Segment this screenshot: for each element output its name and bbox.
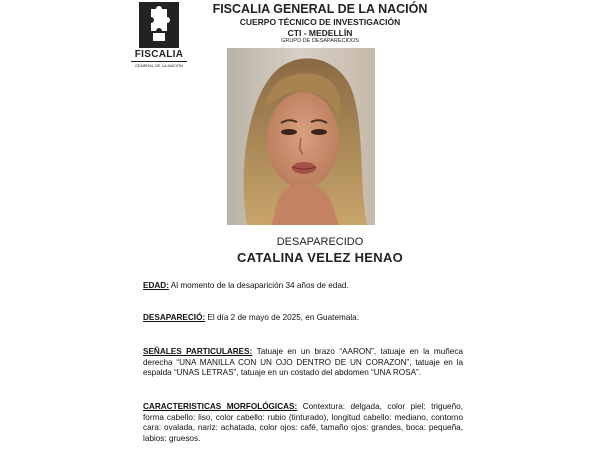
- morphology-paragraph: [143, 402, 463, 444]
- age-label: EDAD:: [143, 281, 169, 290]
- person-photo: [227, 48, 375, 225]
- page-title: FISCALIA GENERAL DE LA NACIÓN: [212, 2, 428, 16]
- age-line: [143, 281, 463, 292]
- disappeared-line: [143, 313, 463, 324]
- age-value: Al momento de la desaparición 34 años de edad.: [168, 281, 349, 290]
- person-name: CATALINA VELEZ HENAO: [236, 250, 404, 265]
- disappeared-label: DESAPARECIÓ:: [143, 313, 206, 322]
- disappeared-value: El día 2 de mayo de 2025, en Guatemala.: [205, 313, 360, 322]
- fiscalia-logo: [131, 2, 187, 68]
- status-label: DESAPARECIDO: [276, 236, 364, 248]
- group-line: GRUPO DE DESAPARECIDOS: [281, 38, 359, 44]
- logo-text: FISCALIA: [134, 49, 184, 60]
- morphology-label: CARACTERISTICAS MORFOLÓGICAS:: [143, 402, 298, 411]
- marks-label: SEÑALES PARTICULARES:: [143, 347, 253, 356]
- puzzle-emblem-icon: [139, 2, 179, 48]
- morphology-value: Contextura: delgada, color piel: trigueño, forma cabello: liso, color cabello: rubio (tinturado), longitud cabello: mediano, contorno cara: ovalada, nariz: achatada, color ojos: café, tamaño ojos: grandes, boca: pequeña, labios: gruesos.: [143, 402, 463, 443]
- marks-paragraph: [143, 347, 463, 379]
- marks-value: Tatuaje en un brazo “AARON”, tatuaje en la muñeca derecha “UNA MANILLA CON UN OJO DENTRO DE UN CORAZON”, tatuaje en la espalda “UNAS LETRAS”, tatuaje en un costado del abdomen “UNA ROSA”.: [143, 347, 463, 378]
- page-subtitle: CUERPO TÉCNICO DE INVESTIGACIÓN: [239, 17, 401, 27]
- unit-line: CTI - MEDELLÍN: [287, 28, 353, 38]
- logo-subtext: GENERAL DE LA NACIÓN: [131, 61, 187, 68]
